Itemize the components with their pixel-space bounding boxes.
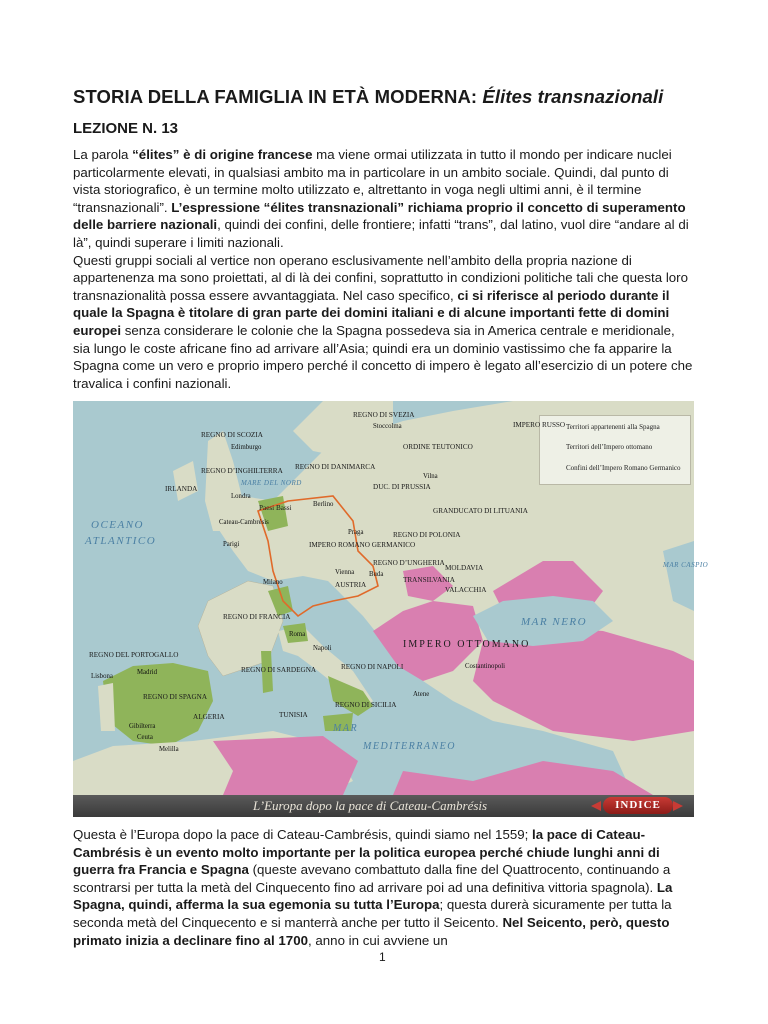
- page-body: [73, 84, 695, 392]
- region-impero-germanico: IMPERO ROMANO GERMANICO: [309, 541, 416, 549]
- region-austria: AUSTRIA: [335, 581, 367, 589]
- p1-bold-1: “élites” è di origine francese: [132, 147, 313, 162]
- city-vienna: Vienna: [335, 569, 355, 576]
- city-costantinopoli: Costantinopoli: [465, 663, 506, 670]
- sea-label-mediterraneo: MEDITERRANEO: [363, 741, 456, 752]
- sea-label-mar-caspio: MAR CASPIO: [663, 561, 709, 569]
- title-italic: Élites transnazionali: [482, 86, 664, 107]
- region-impero-ottomano: IMPERO OTTOMANO: [403, 639, 531, 650]
- city-gibilterra: Gibilterra: [129, 723, 156, 730]
- p2-bold-1: ci si riferisce al periodo durante il quale la Spagna è titolare di gran parte dei domini italiani e di alcune importanti fette di domini europei: [73, 287, 670, 338]
- indice-button[interactable]: INDICE: [603, 797, 673, 814]
- p1-text-3: , quindi dei confini, delle frontiere; infatti “trans”, dal latino, vuol dire “andare al di là”, quindi superare i limiti nazionali.: [73, 217, 689, 250]
- city-stoccolma: Stoccolma: [373, 423, 402, 430]
- map-caption-bar: [73, 795, 694, 817]
- region-napoli: REGNO DI NAPOLI: [341, 663, 404, 671]
- sea-label-mare-del-nord: MARE DEL NORD: [241, 479, 302, 487]
- region-sardegna: REGNO DI SARDEGNA: [241, 666, 317, 674]
- region-svezia: REGNO DI SVEZIA: [353, 411, 415, 419]
- region-lituania: GRANDUCATO DI LITUANIA: [433, 507, 528, 515]
- sea-label-mar: MAR: [333, 723, 359, 734]
- region-valacchia: VALACCHIA: [445, 586, 487, 594]
- city-milano: Milano: [263, 579, 283, 586]
- paragraph-3: [73, 826, 695, 949]
- page-number: 1: [379, 950, 386, 964]
- p3-text-2: (queste avevano combattuto dalla fine del Quattrocento, continuando a scontrarsi per tutta la metà del Cinquecento fino ad arrivare poi ad una definitiva vittoria spagnola).: [73, 862, 671, 895]
- title-main: STORIA DELLA FAMIGLIA IN ETÀ MODERNA:: [73, 86, 483, 107]
- legend-border: Confini dell’Impero Romano Germanico: [566, 464, 681, 472]
- region-tunisia: TUNISIA: [279, 711, 308, 719]
- region-moldavia: MOLDAVIA: [445, 564, 484, 572]
- city-cambresis: Cateau-Cambrésis: [219, 519, 269, 526]
- portugal: [98, 683, 115, 731]
- paragraph-2: [73, 252, 695, 393]
- paragraph-1: [73, 146, 695, 252]
- city-edimburgo: Edimburgo: [231, 444, 262, 451]
- lesson-heading: LEZIONE N. 13: [73, 120, 179, 137]
- city-ceuta: Ceuta: [137, 734, 153, 741]
- p1-bold-2: L’espressione “élites transnazionali” richiama proprio il concetto di superamento delle barriere nazionali: [73, 199, 686, 233]
- arrow-right-icon[interactable]: [673, 801, 683, 811]
- city-roma: Roma: [289, 631, 306, 638]
- region-transilvania: TRANSILVANIA: [403, 576, 455, 584]
- city-vilna: Vilna: [423, 473, 438, 480]
- p3-bold-1: la pace di Cateau-Cambrésis è un evento molto importante per la politica europea perché chiude lunghi anni di guerra fra Francia e Spagna: [73, 827, 660, 878]
- p3-bold-3: Nel Seicento, però, questo primato inizia a declinare fino al 1700: [73, 914, 670, 948]
- region-francia: REGNO DI FRANCIA: [223, 613, 291, 621]
- p3-text-1: Questa è l’Europa dopo la pace di Cateau-Cambrésis, quindi siamo nel 1559;: [73, 827, 533, 842]
- p3-bold-2: La Spagna, quindi, afferma la sua egemonia su tutta l’Europa: [73, 879, 673, 913]
- city-praga: Praga: [348, 529, 364, 536]
- region-irlanda: IRLANDA: [165, 485, 198, 493]
- region-paesi-bassi: Paesi Bassi: [259, 504, 292, 512]
- region-inghilterra: REGNO D’INGHILTERRA: [201, 467, 283, 475]
- city-londra: Londra: [231, 493, 251, 500]
- region-sicilia: REGNO DI SICILIA: [335, 701, 397, 709]
- city-berlino: Berlino: [313, 501, 334, 508]
- page-body-2: [73, 826, 695, 949]
- region-prussia: DUC. DI PRUSSIA: [373, 483, 431, 491]
- region-ungheria: REGNO D’UNGHERIA: [373, 559, 445, 567]
- city-parigi: Parigi: [223, 541, 240, 548]
- region-spagna: REGNO DI SPAGNA: [143, 693, 208, 701]
- map-caption: L’Europa dopo la pace di Cateau-Cambrésis: [253, 798, 488, 813]
- region-ordine-teutonico: ORDINE TEUTONICO: [403, 443, 473, 451]
- city-atene: Atene: [413, 691, 430, 698]
- region-algeria: ALGERIA: [193, 713, 225, 721]
- region-danimarca: REGNO DI DANIMARCA: [295, 463, 376, 471]
- region-portogallo: REGNO DEL PORTOGALLO: [89, 651, 179, 659]
- legend-ottoman: Territori dell’Impero ottomano: [566, 443, 653, 451]
- legend-spain: Territori appartenenti alla Spagna: [566, 423, 660, 431]
- p3-text-3: ; questa durerà sicuramente per tutta la seconda metà del Cinquecento e si manterrà anche per tutto il Seicento.: [73, 897, 672, 930]
- city-madrid: Madrid: [137, 669, 158, 676]
- city-melilla: Melilla: [159, 746, 179, 753]
- p1-text-2: ma viene ormai utilizzata in tutto il mondo per indicare nuclei particolarmente elevati, in qualsiasi ambito ma in particolare in un ambito sociale. Quindi, dal punto di vista storiografico, è un termine molto utilizzato e, altrettanto in voga negli ultimi anni, è il termine “transnazionali”.: [73, 147, 672, 215]
- p1-text-1: La parola: [73, 147, 133, 162]
- p3-text-4: , anno in cui avviene un: [308, 932, 448, 948]
- p2-text-1: Questi gruppi sociali al vertice non operano esclusivamente nell’ambito della propria nazione di appartenenza ma sono proiettati, al di là dei confini, soprattutto in condizioni politiche tali che questa loro transnazionalità possa essere avvantaggiata. Nel caso specifico,: [73, 252, 688, 303]
- sea-label-mar-nero: MAR NERO: [521, 616, 588, 628]
- region-scozia: REGNO DI SCOZIA: [201, 431, 263, 439]
- document-title: [73, 84, 695, 110]
- city-buda: Buda: [369, 571, 384, 578]
- p2-text-2: senza considerare le colonie che la Spagna possedeva sia in America centrale e meridionale, sia lungo le coste africane fino ad arrivare all’Asia; quindi era un dominio vastissimo che fa apparire la Spagna come un vero e proprio impero perché il concetto di impero è legato all’esercizio di un potere che travalica i confini nazionali.: [73, 322, 693, 391]
- region-impero-russo: IMPERO RUSSO: [513, 421, 566, 429]
- sea-label-atlantico: ATLANTICO: [85, 535, 157, 547]
- region-polonia: REGNO DI POLONIA: [393, 531, 461, 539]
- sea-label-oceano: OCEANO: [91, 519, 144, 531]
- europe-map-figure: [73, 401, 709, 817]
- arrow-left-icon[interactable]: [591, 801, 601, 811]
- city-napoli: Napoli: [313, 645, 332, 652]
- city-lisbona: Lisbona: [91, 673, 113, 680]
